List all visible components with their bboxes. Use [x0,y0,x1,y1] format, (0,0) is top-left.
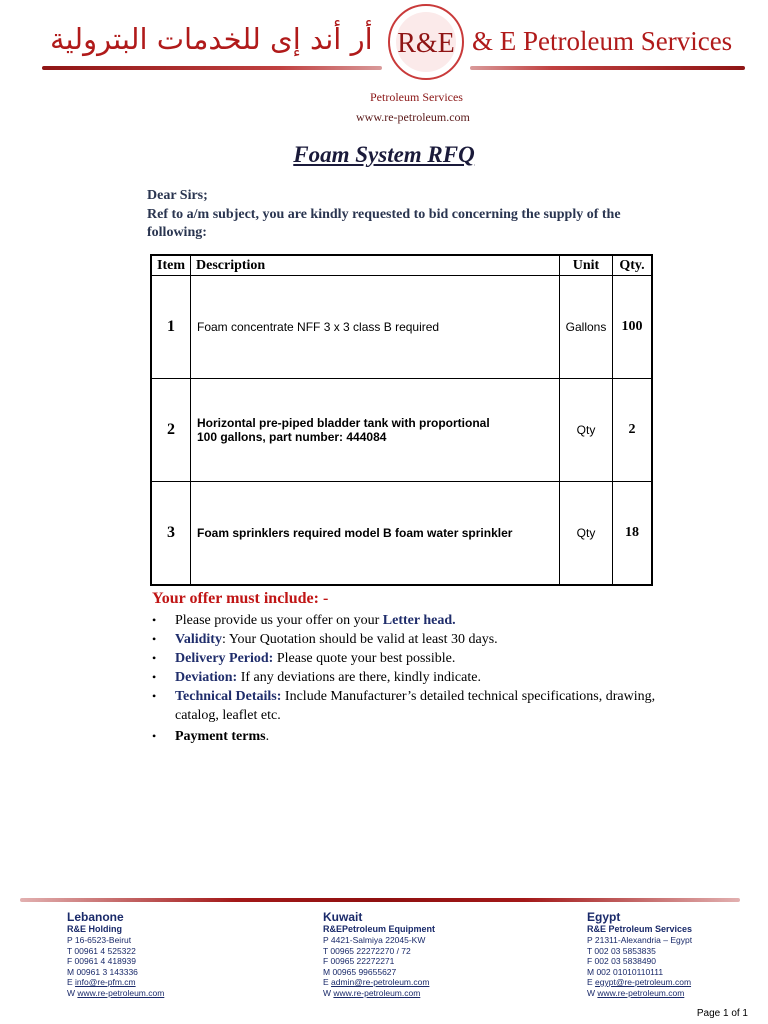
office-company: R&E Holding [67,924,122,934]
footer-divider [20,898,740,902]
header-divider-left [42,66,382,70]
bullet: • [152,613,157,627]
item-lead: Technical Details: [175,689,282,704]
email-prefix: E [587,977,596,987]
office-phone: T 00965 22272270 / 72 [323,945,411,956]
office-postal: P 16-6523-Beirut [67,935,132,945]
office-mobile: M 00965 99655627 [323,966,397,977]
row-description-line: Horizontal pre-piped bladder tank with proportional [197,416,490,430]
item-lead: Validity [175,632,222,647]
office-email-link[interactable]: egypt@re-petroleum.com [595,977,692,987]
office-email-row [323,977,435,988]
office-email-link[interactable]: admin@re-petroleum.com [331,977,430,987]
header-qty: Qty. [613,255,653,276]
office-company: R&E Petroleum Services [587,924,693,934]
bullet: • [152,651,157,665]
office-web-row [587,988,692,999]
header-divider-right [470,66,745,70]
row-item-number: 3 [151,482,191,586]
offer-heading: Your offer must include: - [152,590,329,607]
row-qty: 100 [613,276,653,379]
email-prefix: E [323,977,332,987]
office-city: Egypt [587,910,621,924]
row-description [191,379,560,482]
offer-requirements-list [148,611,668,746]
document-title [0,142,768,168]
row-unit: Qty [560,482,613,586]
office-web-row [67,988,164,999]
office-web-link[interactable]: www.re-petroleum.com [77,987,165,998]
item-lead: Deviation: [175,670,238,685]
office-fax: F 00965 22272271 [323,956,395,966]
row-unit: Gallons [560,276,613,379]
office-city: Lebanone [67,910,124,924]
office-web-link[interactable]: www.re-petroleum.com [333,987,421,998]
web-prefix: W [587,987,598,998]
office-email-row [67,977,164,988]
header-website-link[interactable]: www.re-petroleum.com [356,110,470,124]
table-row [151,276,652,379]
office-egypt [587,910,692,998]
row-qty: 18 [613,482,653,586]
item-text: Please quote your best possible. [273,651,456,666]
office-fax: F 002 03 5838490 [587,956,657,966]
table-header-row [151,255,652,276]
office-email-link[interactable]: info@re-pfm.cm [75,977,136,987]
arabic-company-name: أر أند إى للخدمات البترولية [50,22,373,56]
item-text: Include Manufacturer’s detailed technical specifications, drawing, catalog, leaflet etc. [175,689,656,723]
list-item [148,611,668,630]
list-item [148,668,668,687]
item-lead: Delivery Period: [175,651,274,666]
office-mobile: M 002 01010110111 [587,966,664,977]
office-city: Kuwait [323,910,363,924]
item-text: : Your Quotation should be valid at least 30 days. [221,632,498,647]
item-highlight: Letter head. [382,613,456,628]
bullet: • [152,729,157,743]
page-number: Page 1 of 1 [696,1008,748,1019]
office-email-row [587,977,692,988]
row-qty: 2 [613,379,653,482]
list-item [148,649,668,668]
row-unit: Qty [560,379,613,482]
company-logo [386,2,466,82]
logo-subtitle: Petroleum Services [370,90,463,104]
bullet: • [152,632,157,646]
item-text: If any deviations are there, kindly indicate. [237,670,481,685]
table-row [151,379,652,482]
list-item [148,727,668,746]
item-text: . [265,729,270,744]
office-postal: P 4421-Salmiya 22045-KW [323,935,426,945]
email-prefix: E [67,977,76,987]
bullet: • [152,670,157,684]
web-prefix: W [323,987,334,998]
greeting: Dear Sirs; [147,188,208,203]
row-item-number: 1 [151,276,191,379]
office-company: R&EPetroleum Equipment [323,924,436,934]
brand-name: & E Petroleum Services [472,26,733,56]
header-item: Item [151,255,191,276]
office-mobile: M 00961 3 143336 [67,966,138,977]
office-lebanon [67,910,164,998]
items-table [150,254,653,586]
table-row [151,482,652,586]
list-item [148,630,668,649]
office-kuwait [323,910,435,998]
office-phone: T 00961 4 525322 [67,945,136,956]
row-description: Foam concentrate NFF 3 x 3 class B required [191,276,560,379]
office-web-row [323,988,435,999]
office-postal: P 21311-Alexandria – Egypt [587,935,693,945]
item-text: Please provide us your offer on your [175,613,383,628]
office-fax: F 00961 4 418939 [67,956,137,966]
row-description-line: 100 gallons, part number: 444084 [197,430,387,444]
web-prefix: W [67,987,78,998]
bullet: • [152,689,157,703]
list-item [148,687,668,725]
item-lead: Payment terms [175,729,266,744]
office-phone: T 002 03 5853835 [587,945,656,956]
row-item-number: 2 [151,379,191,482]
title-text: Foam System RFQ [293,142,475,167]
intro-paragraph: Ref to a/m subject, you are kindly requested to bid concerning the supply of the following: [147,207,621,240]
row-description: Foam sprinklers required model B foam water sprinkler [191,482,560,586]
header-description: Description [191,255,560,276]
logo-text: R&E [397,28,455,59]
header-unit: Unit [560,255,613,276]
office-web-link[interactable]: www.re-petroleum.com [597,987,685,998]
